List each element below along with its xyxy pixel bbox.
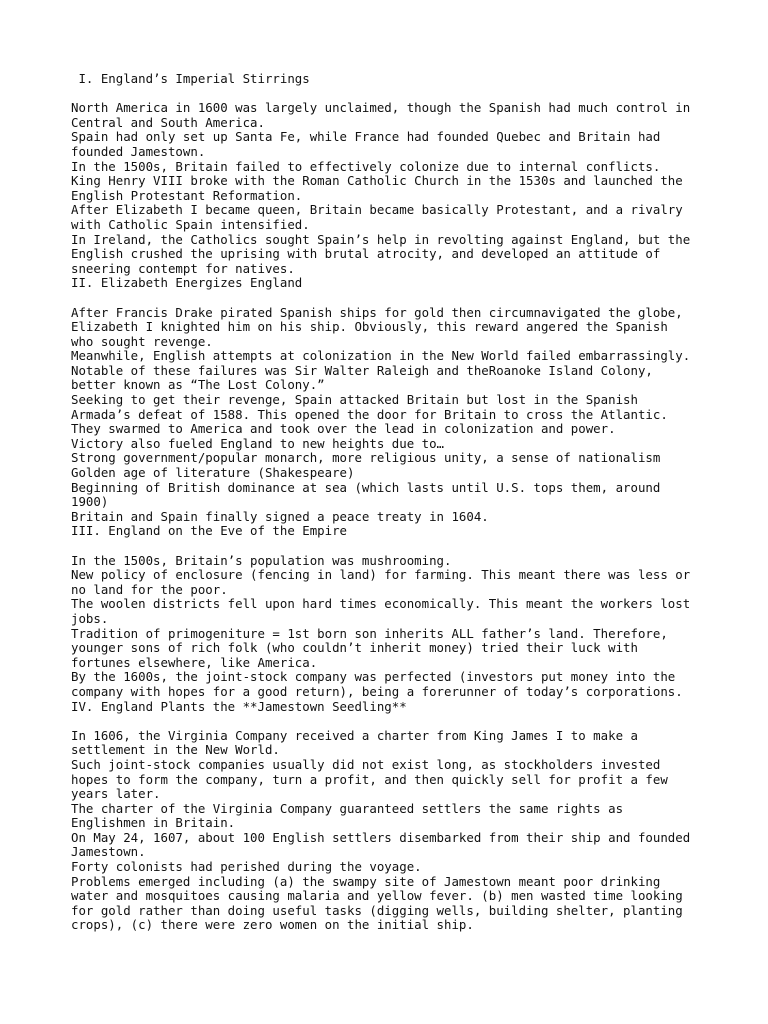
text-line: Spain had only set up Santa Fe, while France had founded Quebec and Britain had: [71, 129, 661, 145]
text-line: years later.: [71, 786, 161, 802]
text-line: Tradition of primogeniture = 1st born son inherits ALL father’s land. Therefore,: [71, 625, 668, 641]
section-heading: III. England on the Eve of the Empire: [71, 523, 348, 539]
text-line: The woolen districts fell upon hard times economically. This meant the workers lost: [71, 596, 691, 612]
text-line: Victory also fueled England to new heights due to…: [71, 435, 444, 451]
text-line: Strong government/popular monarch, more religious unity, a sense of nationalism: [71, 450, 661, 466]
text-line: Forty colonists had perished during the voyage.: [71, 859, 422, 875]
text-line: Golden age of literature (Shakespeare): [71, 465, 355, 481]
text-line: In Ireland, the Catholics sought Spain’s help in revolting against England, but the: [71, 231, 691, 247]
text-line: In the 1500s, Britain’s population was mushrooming.: [71, 552, 452, 568]
text-line: crops), (c) there were zero women on the initial ship.: [71, 917, 474, 933]
text-line: jobs.: [71, 610, 109, 626]
text-line: English Protestant Reformation.: [71, 187, 303, 203]
text-line: North America in 1600 was largely unclaimed, though the Spanish had much control in: [71, 100, 691, 116]
text-line: Such joint-stock companies usually did not exist long, as stockholders invested: [71, 756, 661, 772]
text-line: King Henry VIII broke with the Roman Catholic Church in the 1530s and launched the: [71, 173, 683, 189]
text-line: Central and South America.: [71, 114, 265, 130]
text-line: In 1606, the Virginia Company received a charter from King James I to make a: [71, 727, 638, 743]
text-line: water and mosquitoes causing malaria and yellow fever. (b) men wasted time looking: [71, 888, 683, 904]
blank-line: [71, 714, 711, 729]
text-line: sneering contempt for natives.: [71, 260, 295, 276]
text-line: company with hopes for a good return), being a forerunner of today’s corporations.: [71, 683, 683, 699]
text-line: Armada’s defeat of 1588. This opened the door for Britain to cross the Atlantic.: [71, 406, 668, 422]
section-heading: IV. England Plants the **Jamestown Seedling**: [71, 698, 407, 714]
text-line: Jamestown.: [71, 844, 146, 860]
text-line: fortunes elsewhere, like America.: [71, 654, 318, 670]
text-line: Elizabeth I knighted him on his ship. Obviously, this reward angered the Spanish: [71, 319, 668, 335]
text-line: Problems emerged including (a) the swampy site of Jamestown meant poor drinking: [71, 873, 661, 889]
text-line: better known as “The Lost Colony.”: [71, 377, 325, 393]
text-line: hopes to form the company, turn a profit, and then quickly sell for profit a few: [71, 771, 668, 787]
text-line: The charter of the Virginia Company guaranteed settlers the same rights as: [71, 800, 624, 816]
blank-line: [71, 87, 711, 102]
text-line: After Elizabeth I became queen, Britain became basically Protestant, and a rivalry: [71, 202, 683, 218]
text-line: Notable of these failures was Sir Walter Raleigh and theRoanoke Island Colony,: [71, 362, 653, 378]
text-line: In the 1500s, Britain failed to effectively colonize due to internal conflicts.: [71, 158, 661, 174]
text-line: By the 1600s, the joint-stock company was perfected (investors put money into the: [71, 669, 676, 685]
text-line: On May 24, 1607, about 100 English settlers disembarked from their ship and founded: [71, 829, 691, 845]
text-line: English crushed the uprising with brutal atrocity, and developed an attitude of: [71, 246, 661, 262]
text-line: with Catholic Spain intensified.: [71, 216, 310, 232]
text-line: for gold rather than doing useful tasks (digging wells, building shelter, planting: [71, 902, 683, 918]
text-line: New policy of enclosure (fencing in land) for farming. This meant there was less or: [71, 567, 691, 583]
text-line: Meanwhile, English attempts at colonization in the New World failed embarrassingly.: [71, 348, 691, 364]
text-line: who sought revenge.: [71, 333, 213, 349]
text-line: no land for the poor.: [71, 581, 228, 597]
text-line: founded Jamestown.: [71, 143, 206, 159]
text-line: After Francis Drake pirated Spanish ships for gold then circumnavigated the globe,: [71, 304, 683, 320]
text-line: younger sons of rich folk (who couldn’t inherit money) tried their luck with: [71, 640, 638, 656]
text-line: 1900): [71, 494, 109, 510]
section-heading: I. England’s Imperial Stirrings: [71, 71, 310, 86]
text-line: Britain and Spain finally signed a peace treaty in 1604.: [71, 508, 489, 524]
text-line: They swarmed to America and took over the lead in colonization and power.: [71, 421, 616, 437]
section-heading: II. Elizabeth Energizes England: [71, 275, 303, 291]
text-line: settlement in the New World.: [71, 742, 280, 758]
blank-line: [71, 539, 711, 554]
document-body: [71, 72, 711, 933]
blank-line: [71, 291, 711, 306]
text-line: Englishmen in Britain.: [71, 815, 236, 831]
text-line: Seeking to get their revenge, Spain attacked Britain but lost in the Spanish: [71, 392, 638, 408]
text-line: Beginning of British dominance at sea (which lasts until U.S. tops them, around: [71, 479, 661, 495]
